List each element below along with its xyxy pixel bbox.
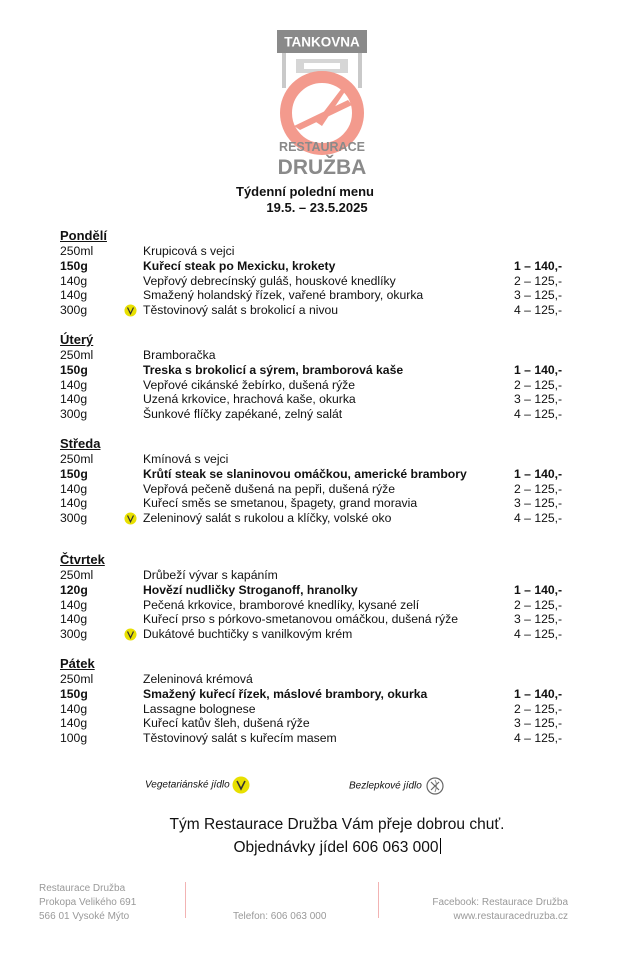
- footer-divider: [185, 882, 186, 918]
- item-weight: 300g: [60, 303, 88, 318]
- item-name: Vepřové cikánské žebírko, dušená rýže: [143, 377, 356, 392]
- day-section: [60, 552, 580, 642]
- closing-wish: Tým Restaurace Družba Vám přeje dobrou chuť.: [169, 816, 505, 833]
- item-name: Bramboračka: [143, 347, 216, 362]
- item-weight: 300g: [60, 511, 88, 526]
- item-weight: 150g: [60, 362, 88, 377]
- menu-dates: 19.5. – 23.5.2025: [266, 200, 368, 215]
- item-weight: 140g: [60, 377, 88, 392]
- vegetarian-icon: [232, 776, 250, 794]
- item-name: Treska s brokolicí a sýrem, bramborová kaše: [143, 362, 404, 377]
- item-name: Těstovinový salát s kuřecím masem: [143, 731, 337, 746]
- item-name: Drůbeží vývar s kapáním: [143, 567, 278, 582]
- item-weight: 140g: [60, 496, 88, 511]
- item-price: 4 – 125,-: [514, 511, 563, 526]
- item-name: Kuřecí prso s pórkovo-smetanovou omáčkou, dušená rýže: [143, 612, 459, 627]
- day-section: [60, 656, 580, 746]
- menu-item: [60, 303, 580, 318]
- menu-item: [60, 511, 580, 526]
- restaurant-logo: [276, 30, 368, 178]
- day-name: Úterý: [60, 331, 94, 347]
- menu-item: [60, 687, 580, 702]
- footer-web: www.restauracedruzba.cz: [453, 911, 568, 922]
- menu-item: [60, 612, 580, 627]
- item-name: Lassagne bolognese: [143, 701, 256, 716]
- item-name: Zeleninová krémová: [143, 671, 253, 686]
- item-weight: 140g: [60, 716, 88, 731]
- item-weight: 100g: [60, 731, 88, 746]
- menu-item: [60, 288, 580, 303]
- menu-item: [60, 467, 580, 482]
- item-weight: 300g: [60, 407, 88, 422]
- text-cursor: [440, 838, 441, 854]
- item-name: Hovězí nudličky Stroganoff, hranolky: [143, 582, 358, 597]
- item-price: 1 – 140,-: [514, 686, 563, 701]
- item-weight: 250ml: [60, 244, 94, 258]
- item-name: Vepřový debrecínský guláš, houskové knedlíky: [143, 273, 396, 288]
- menu-item: [60, 244, 580, 259]
- item-weight: 250ml: [60, 671, 94, 686]
- item-name: Zeleninový salát s rukolou a klíčky, volské oko: [143, 511, 392, 526]
- vegetarian-icon: [124, 304, 137, 317]
- legend-vegetarian: [145, 776, 250, 794]
- item-name: Uzená krkovice, hrachová kaše, okurka: [143, 392, 356, 407]
- item-name: Šunkové flíčky zapékané, zelný salát: [143, 407, 343, 422]
- menu-item: [60, 407, 580, 422]
- item-weight: 140g: [60, 273, 88, 288]
- item-price: 1 – 140,-: [514, 466, 563, 481]
- menu-item: [60, 627, 580, 642]
- item-price: 3 – 125,-: [514, 288, 563, 303]
- vegetarian-icon: [124, 512, 137, 525]
- menu-item: [60, 496, 580, 511]
- item-price: 1 – 140,-: [514, 362, 563, 377]
- legend-gluten-free: [349, 776, 445, 796]
- menu-item: [60, 568, 580, 583]
- item-weight: 150g: [60, 258, 88, 273]
- item-price: 4 – 125,-: [514, 407, 563, 422]
- gluten-free-icon: [425, 776, 445, 796]
- orders-phone: Objednávky jídel 606 063 000: [233, 839, 439, 856]
- menu-item: [60, 274, 580, 289]
- item-weight: 140g: [60, 288, 88, 303]
- item-price: 3 – 125,-: [514, 392, 563, 407]
- day-name: Středa: [60, 435, 101, 451]
- menu-item: [60, 348, 580, 363]
- item-name: Kuřecí směs se smetanou, špagety, grand moravia: [143, 496, 418, 511]
- item-weight: 150g: [60, 466, 88, 481]
- item-price: 4 – 125,-: [514, 303, 563, 318]
- item-weight: 120g: [60, 582, 88, 597]
- menu-title: Týdenní polední menu: [236, 184, 374, 199]
- item-price: 4 – 125,-: [514, 627, 563, 642]
- item-price: 3 – 125,-: [514, 612, 563, 627]
- plate-icon: [286, 77, 358, 149]
- item-weight: 140g: [60, 392, 88, 407]
- menu-item: [60, 482, 580, 497]
- item-weight: 140g: [60, 701, 88, 716]
- logo-bottom-text: DRUŽBA: [277, 156, 367, 178]
- day-name: Čtvrtek: [60, 551, 105, 567]
- footer-phone: Telefon: 606 063 000: [233, 911, 327, 922]
- logo-mid-text: RESTAURACE: [279, 140, 365, 154]
- item-weight: 150g: [60, 686, 88, 701]
- footer-facebook: Facebook: Restaurace Družba: [432, 897, 568, 908]
- footer-name: Restaurace Družba: [39, 883, 126, 894]
- menu-item: [60, 583, 580, 598]
- menu-item: [60, 672, 580, 687]
- footer-divider: [378, 882, 379, 918]
- item-weight: 250ml: [60, 567, 94, 582]
- item-name: Těstovinový salát s brokolicí a nivou: [143, 303, 339, 318]
- item-price: 2 – 125,-: [514, 377, 563, 392]
- weekly-menu: [60, 228, 580, 760]
- item-price: 3 – 125,-: [514, 496, 563, 511]
- day-section: [60, 332, 580, 422]
- orders-line: [0, 838, 634, 857]
- menu-item: [60, 259, 580, 274]
- item-price: 1 – 140,-: [514, 582, 563, 597]
- menu-item: [60, 452, 580, 467]
- item-weight: 140g: [60, 597, 88, 612]
- item-name: Pečená krkovice, bramborové knedlíky, kysané zelí: [143, 597, 420, 612]
- menu-item: [60, 392, 580, 407]
- menu-item: [60, 363, 580, 378]
- day-name: Pondělí: [60, 228, 107, 243]
- footer-street: Prokopa Velikého 691: [39, 897, 137, 908]
- item-name: Vepřová pečeně dušená na pepři, dušená rýže: [143, 481, 396, 496]
- item-price: 2 – 125,-: [514, 701, 563, 716]
- item-price: 2 – 125,-: [514, 597, 563, 612]
- item-price: 2 – 125,-: [514, 481, 563, 496]
- footer-address: [39, 882, 136, 924]
- vegetarian-icon: [124, 628, 137, 641]
- item-weight: 250ml: [60, 451, 94, 466]
- item-name: Krupicová s vejci: [143, 244, 235, 258]
- item-name: Smažený holandský řízek, vařené brambory, okurka: [143, 288, 424, 303]
- legend-gluten-free-label: Bezlepkové jídlo: [349, 780, 422, 792]
- menu-item: [60, 716, 580, 731]
- item-name: Dukátové buchtičky s vanilkovým krém: [143, 627, 353, 642]
- menu-item: [60, 378, 580, 393]
- item-name: Kuřecí katův šleh, dušená rýže: [143, 716, 310, 731]
- item-name: Smažený kuřecí řízek, máslové brambory, okurka: [143, 686, 428, 701]
- menu-item: [60, 731, 580, 746]
- item-price: 3 – 125,-: [514, 716, 563, 731]
- item-weight: 140g: [60, 481, 88, 496]
- legend-vegetarian-label: Vegetariánské jídlo: [145, 779, 230, 791]
- footer-city: 566 01 Vysoké Mýto: [39, 911, 130, 922]
- day-section: [60, 228, 580, 318]
- logo-top-text: TANKOVNA: [284, 34, 360, 50]
- item-price: 4 – 125,-: [514, 731, 563, 746]
- day-name: Pátek: [60, 655, 95, 671]
- item-name: Kmínová s vejci: [143, 451, 229, 466]
- item-name: Krůtí steak se slaninovou omáčkou, americké brambory: [143, 466, 467, 481]
- item-price: 2 – 125,-: [514, 273, 563, 288]
- menu-item: [60, 598, 580, 613]
- menu-item: [60, 702, 580, 717]
- item-name: Kuřecí steak po Mexicku, krokety: [143, 258, 336, 273]
- item-weight: 250ml: [60, 347, 94, 362]
- item-weight: 300g: [60, 627, 88, 642]
- day-section: [60, 436, 580, 526]
- item-weight: 140g: [60, 612, 88, 627]
- item-price: 1 – 140,-: [514, 258, 563, 273]
- footer-contacts: [432, 896, 568, 924]
